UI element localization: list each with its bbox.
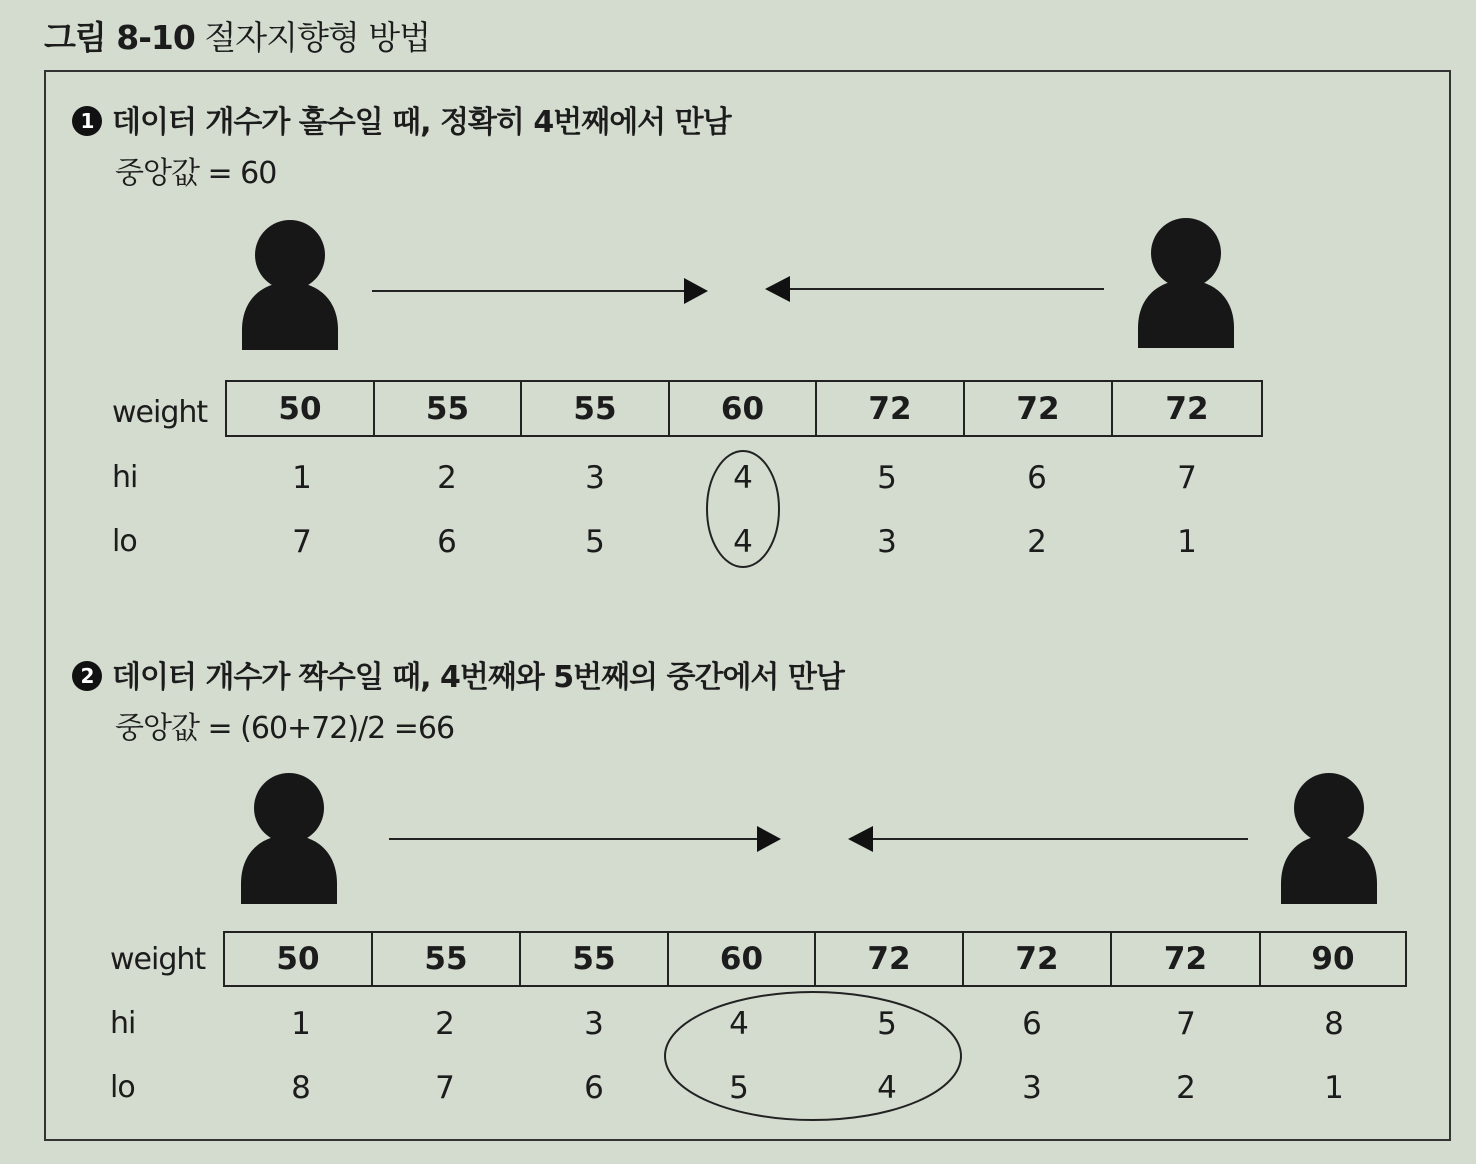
hi-value: 7	[1177, 460, 1197, 496]
section1-weight-label: weight	[112, 395, 208, 430]
weight-cell: 55	[520, 932, 668, 986]
weight-cell: 72	[816, 381, 964, 436]
person-right-icon-1	[1138, 218, 1234, 348]
weight-cell: 55	[372, 932, 520, 986]
lo-value: 8	[291, 1070, 311, 1106]
section1-heading	[72, 97, 731, 141]
weight-cell: 50	[224, 932, 372, 986]
hi-value: 6	[1022, 1006, 1042, 1042]
person-left-icon-2	[241, 773, 337, 904]
weight-cell: 60	[669, 381, 816, 436]
section2-heading	[72, 652, 844, 696]
arrow-right-2	[389, 826, 781, 852]
section1-hi-label: hi	[112, 460, 138, 495]
weight-cell: 90	[1260, 932, 1406, 986]
section2-weight-label: weight	[110, 942, 206, 977]
lo-value: 7	[435, 1070, 455, 1106]
lo-value: 1	[1324, 1070, 1344, 1106]
section2-badge: 2	[72, 661, 102, 691]
lo-value: 6	[584, 1070, 604, 1106]
person-right-icon-2	[1281, 773, 1377, 904]
weight-cell: 72	[1112, 381, 1262, 436]
section1-heading-text: 데이터 개수가 홀수일 때, 정확히 4번째에서 만남	[112, 105, 731, 140]
weight-cell: 72	[1111, 932, 1260, 986]
hi-value: 1	[291, 1006, 311, 1042]
lo-value: 2	[1027, 524, 1047, 560]
hi-value: 5	[877, 460, 897, 496]
hi-value: 2	[435, 1006, 455, 1042]
lo-value: 2	[1176, 1070, 1196, 1106]
weight-cell: 55	[521, 381, 669, 436]
hi-value: 8	[1324, 1006, 1344, 1042]
hi-value: 2	[437, 460, 457, 496]
hi-value: 7	[1176, 1006, 1196, 1042]
lo-value: 4	[733, 524, 753, 560]
hi-value: 3	[584, 1006, 604, 1042]
figure-number: 그림 8-10	[44, 18, 195, 57]
weight-cell: 50	[226, 381, 374, 436]
arrow-left-1	[765, 276, 1104, 302]
hi-value: 4	[733, 460, 753, 496]
weight-cell: 72	[963, 932, 1111, 986]
hi-value: 4	[729, 1006, 749, 1042]
lo-value: 5	[729, 1070, 749, 1106]
hi-value: 5	[877, 1006, 897, 1042]
arrow-right-1	[372, 278, 708, 304]
lo-value: 6	[437, 524, 457, 560]
section1-badge: 1	[72, 106, 102, 136]
section2-heading-text: 데이터 개수가 짝수일 때, 4번째와 5번째의 중간에서 만남	[112, 660, 844, 695]
lo-value: 4	[877, 1070, 897, 1106]
weight-cell: 72	[964, 381, 1112, 436]
hi-value: 3	[585, 460, 605, 496]
weight-cell: 72	[815, 932, 963, 986]
lo-value: 3	[877, 524, 897, 560]
hi-value: 6	[1027, 460, 1047, 496]
lo-value: 5	[585, 524, 605, 560]
weight-cell: 60	[668, 932, 815, 986]
lo-value: 7	[292, 524, 312, 560]
arrow-left-2	[848, 826, 1248, 852]
person-left-icon-1	[242, 220, 338, 350]
section1-lo-label: lo	[112, 524, 137, 559]
section2-hi-label: hi	[110, 1006, 136, 1041]
section1-median: 중앙값 = 60	[115, 156, 277, 191]
lo-value: 1	[1177, 524, 1197, 560]
hi-value: 1	[292, 460, 312, 496]
section2-lo-label: lo	[110, 1070, 135, 1105]
figure-title-text: 절자지향형 방법	[204, 18, 430, 57]
section2-weight-table	[223, 931, 1407, 987]
lo-value: 3	[1022, 1070, 1042, 1106]
section2-median: 중앙값 = (60+72)/2 =66	[115, 711, 455, 746]
section1-weight-table	[225, 380, 1263, 437]
weight-cell: 55	[374, 381, 521, 436]
